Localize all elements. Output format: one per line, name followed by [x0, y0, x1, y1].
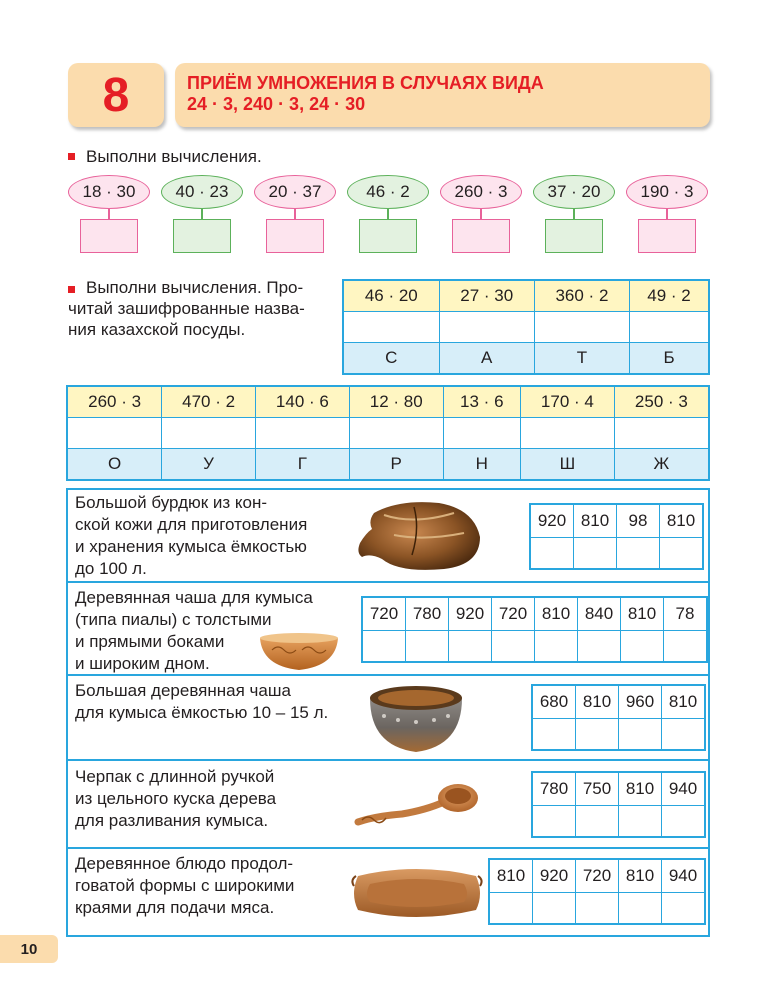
dish-desc-line: Большой бурдюк из кон-: [75, 493, 268, 512]
code-cell: 810: [619, 772, 662, 806]
dish-desc-line: ской кожи для приготовления: [75, 515, 308, 534]
letter-answer-cell[interactable]: [492, 631, 535, 663]
task1-answer-box[interactable]: [359, 219, 417, 253]
letter-answer-cell[interactable]: [617, 538, 660, 570]
code-cell: 750: [576, 772, 619, 806]
cipher-expression: 250 · 3: [614, 386, 709, 418]
code-cell: 960: [619, 685, 662, 719]
cipher-answer-cell[interactable]: [349, 418, 443, 449]
cipher-letter: У: [162, 449, 256, 481]
task2-instruction-line: Выполни вычисления. Про-: [86, 278, 304, 297]
task1-answer-box[interactable]: [545, 219, 603, 253]
task1-expression: 20 · 37: [254, 175, 336, 209]
code-cell: 920: [533, 859, 576, 893]
code-cell: 940: [662, 859, 706, 893]
lesson-title: [175, 63, 710, 127]
cipher-letter: Г: [255, 449, 349, 481]
answer-grid: [531, 771, 706, 838]
letter-answer-cell[interactable]: [621, 631, 664, 663]
dish-desc-line: для разливания кумыса.: [75, 811, 269, 830]
cipher-answer-cell[interactable]: [614, 418, 709, 449]
cipher-letter: Т: [534, 343, 629, 375]
cipher-letter: О: [67, 449, 162, 481]
code-cell: 810: [576, 685, 619, 719]
code-cell: 78: [664, 597, 708, 631]
code-cell: 680: [532, 685, 576, 719]
cipher-answer-cell[interactable]: [255, 418, 349, 449]
letter-answer-cell[interactable]: [619, 893, 662, 925]
cipher-expression: 49 · 2: [630, 280, 709, 312]
code-cell: 810: [574, 504, 617, 538]
ladle-image: [352, 780, 482, 832]
dish-desc-line: краями для подачи мяса.: [75, 898, 275, 917]
letter-answer-cell[interactable]: [660, 538, 704, 570]
page-number: 10: [20, 940, 38, 958]
cipher-expression-row: [343, 280, 709, 312]
letter-answer-cell[interactable]: [619, 806, 662, 838]
task2-instruction-line: ния казахской посуды.: [68, 320, 246, 339]
task1-expression: 18 · 30: [68, 175, 150, 209]
letter-answer-cell[interactable]: [530, 538, 574, 570]
dish-description: [75, 853, 343, 919]
cipher-answer-cell[interactable]: [534, 312, 629, 343]
letter-answer-cell[interactable]: [574, 538, 617, 570]
cipher-answer-cell[interactable]: [343, 312, 439, 343]
code-cell: 780: [532, 772, 576, 806]
letter-answer-cell[interactable]: [362, 631, 406, 663]
task2-instruction-line: читай зашифрованные назва-: [68, 299, 305, 318]
dish-description: [75, 680, 343, 724]
task1-expression: 37 · 20: [533, 175, 615, 209]
letter-answer-cell[interactable]: [576, 806, 619, 838]
answer-grid: [488, 858, 706, 925]
cipher-expression: 27 · 30: [439, 280, 534, 312]
task1-expression: 40 · 23: [161, 175, 243, 209]
dish-desc-line: говатой формы с широкими: [75, 876, 295, 895]
letter-answer-cell[interactable]: [532, 806, 576, 838]
dish-desc-line: (типа пиалы) с толстыми: [75, 610, 272, 629]
cipher-letter: Н: [443, 449, 520, 481]
cipher-letter: Б: [630, 343, 709, 375]
letter-answer-cell[interactable]: [619, 719, 662, 751]
cipher-letter-row: [343, 343, 709, 375]
wooden-bowl-image: [258, 630, 340, 672]
task2-instruction-cont: [68, 298, 330, 340]
lesson-number: 8: [102, 68, 130, 122]
cipher-letter: С: [343, 343, 439, 375]
dish-desc-line: до 100 л.: [75, 559, 147, 578]
task1-answer-box[interactable]: [173, 219, 231, 253]
code-cell: 940: [662, 772, 706, 806]
task1-answer-box[interactable]: [80, 219, 138, 253]
task1-answer-box[interactable]: [638, 219, 696, 253]
dish-description: [75, 492, 343, 580]
cipher-expression: 260 · 3: [67, 386, 162, 418]
letter-answer-cell[interactable]: [532, 719, 576, 751]
letter-answer-cell[interactable]: [576, 893, 619, 925]
dish-desc-line: из цельного куска дерева: [75, 789, 277, 808]
letter-answer-cell[interactable]: [406, 631, 449, 663]
row-divider: [68, 847, 708, 849]
task1-answer-box[interactable]: [266, 219, 324, 253]
cipher-expression: 170 · 4: [520, 386, 614, 418]
task1-answer-box[interactable]: [452, 219, 510, 253]
cipher-answer-row: [67, 418, 709, 449]
row-divider: [68, 759, 708, 761]
dish-desc-line: для кумыса ёмкостью 10 – 15 л.: [75, 703, 329, 722]
dish-desc-line: Черпак с длинной ручкой: [75, 767, 275, 786]
cipher-expression: 46 · 20: [343, 280, 439, 312]
title-line-2: 24 · 3, 240 · 3, 24 · 30: [187, 94, 366, 114]
cipher-letter: Р: [349, 449, 443, 481]
dish-desc-line: Деревянная чаша для кумыса: [75, 588, 313, 607]
code-cell: 780: [406, 597, 449, 631]
task1-instruction: Выполни вычисления.: [86, 147, 262, 166]
task2-instruction: [86, 277, 331, 298]
code-cell: 810: [489, 859, 533, 893]
dish-desc-line: Деревянное блюдо продол-: [75, 854, 294, 873]
row-divider: [68, 581, 708, 583]
letter-answer-cell[interactable]: [489, 893, 533, 925]
code-cell: 720: [362, 597, 406, 631]
task1-expression: 190 · 3: [626, 175, 708, 209]
leather-bag-image: [354, 495, 484, 573]
lesson-number-badge: [68, 63, 164, 127]
wooden-platter-image: [350, 860, 484, 926]
cipher-answer-row: [343, 312, 709, 343]
letter-answer-cell[interactable]: [662, 893, 706, 925]
cipher-expression: 12 · 80: [349, 386, 443, 418]
dish-desc-line: и прямыми боками: [75, 632, 225, 651]
letter-answer-cell[interactable]: [662, 719, 706, 751]
letter-answer-cell[interactable]: [576, 719, 619, 751]
dish-desc-line: и широким дном.: [75, 654, 210, 673]
code-cell: 810: [535, 597, 578, 631]
cipher-letter: Ж: [614, 449, 709, 481]
answer-grid: [529, 503, 704, 570]
cipher-letter: Ш: [520, 449, 614, 481]
code-cell: 810: [619, 859, 662, 893]
dish-description: [75, 766, 343, 832]
letter-answer-cell[interactable]: [535, 631, 578, 663]
task2-bullet: [68, 286, 75, 293]
cipher-expression: 140 · 6: [255, 386, 349, 418]
code-cell: 920: [530, 504, 574, 538]
cipher-table-large: [66, 385, 710, 481]
cipher-answer-cell[interactable]: [630, 312, 709, 343]
cipher-answer-cell[interactable]: [439, 312, 534, 343]
code-cell: 840: [578, 597, 621, 631]
answer-grid: [361, 596, 708, 663]
letter-answer-cell[interactable]: [449, 631, 492, 663]
letter-answer-cell[interactable]: [533, 893, 576, 925]
task1-bullet: [68, 153, 75, 160]
cipher-table-small: [342, 279, 710, 375]
large-wooden-bowl-image: [366, 680, 466, 756]
code-cell: 810: [660, 504, 704, 538]
code-cell: 920: [449, 597, 492, 631]
code-cell: 720: [492, 597, 535, 631]
code-cell: 810: [621, 597, 664, 631]
letter-answer-cell[interactable]: [662, 806, 706, 838]
dish-desc-line: и хранения кумыса ёмкостью: [75, 537, 307, 556]
task1-expression: 260 · 3: [440, 175, 522, 209]
title-line-1: ПРИЁМ УМНОЖЕНИЯ В СЛУЧАЯХ ВИДА: [187, 73, 544, 93]
page-number-badge: [0, 935, 58, 963]
cipher-letter-row: [67, 449, 709, 481]
cipher-answer-cell[interactable]: [162, 418, 256, 449]
dish-desc-line: Большая деревянная чаша: [75, 681, 291, 700]
letter-answer-cell[interactable]: [578, 631, 621, 663]
code-cell: 810: [662, 685, 706, 719]
task1-expression: 46 · 2: [347, 175, 429, 209]
cipher-letter: А: [439, 343, 534, 375]
code-cell: 98: [617, 504, 660, 538]
cipher-expression: 470 · 2: [162, 386, 256, 418]
answer-grid: [531, 684, 706, 751]
cipher-answer-cell[interactable]: [67, 418, 162, 449]
letter-answer-cell[interactable]: [664, 631, 708, 663]
cipher-expression-row: [67, 386, 709, 418]
cipher-answer-cell[interactable]: [520, 418, 614, 449]
cipher-expression: 360 · 2: [534, 280, 629, 312]
cipher-answer-cell[interactable]: [443, 418, 520, 449]
code-cell: 720: [576, 859, 619, 893]
cipher-expression: 13 · 6: [443, 386, 520, 418]
